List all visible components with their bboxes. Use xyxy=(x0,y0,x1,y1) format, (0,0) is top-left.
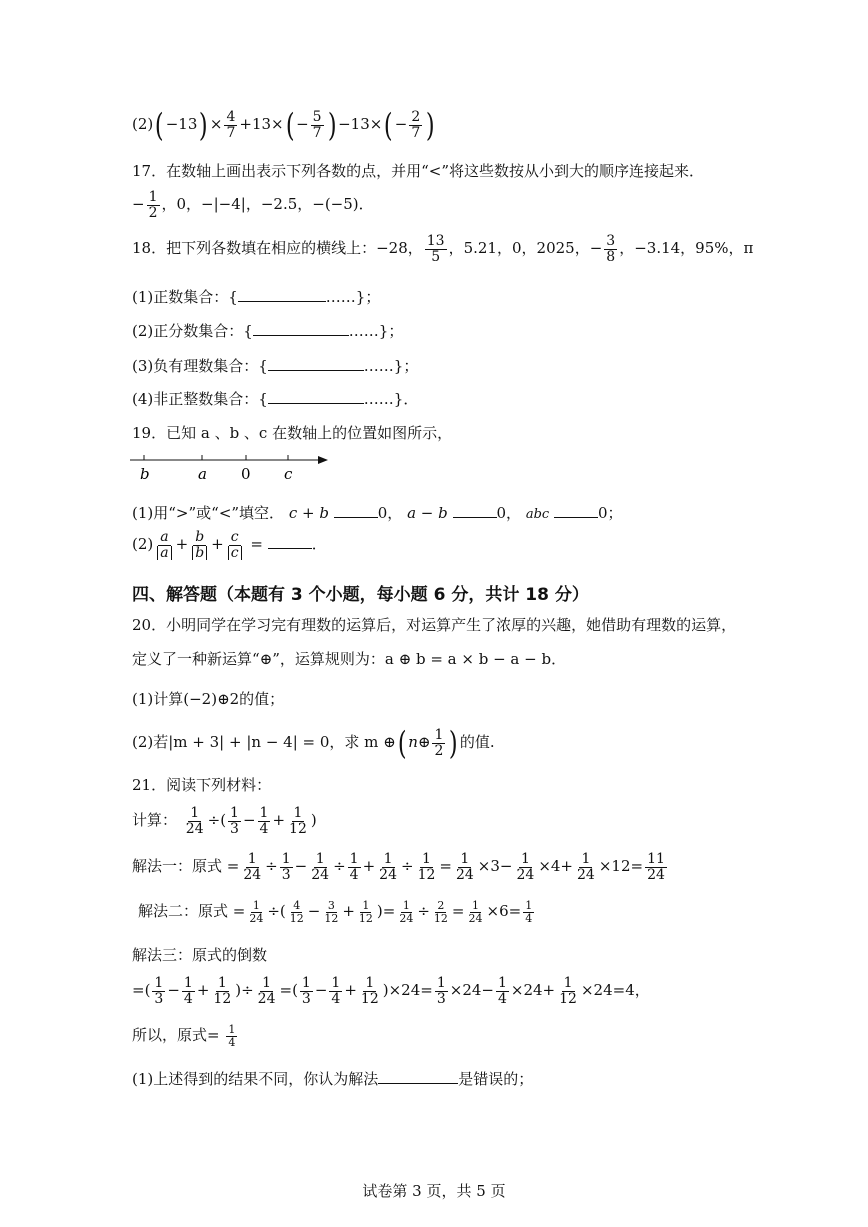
q21-conclusion: 所以，原式= $\frac{1}{4}$ xyxy=(132,1023,236,1049)
page-footer: 试卷第 3 页，共 5 页 xyxy=(362,1182,506,1200)
q18-item-4 xyxy=(132,388,418,409)
q19-part2-label: (2) xyxy=(132,535,154,554)
q16-part2-label: (2) xyxy=(132,115,154,133)
q20-line2: 定义了一种新运算“⊕”，运算规则为：a ⊕ b = a × b − a − b． xyxy=(132,650,567,668)
q20-part1: (1)计算(−2)⊕2的值； xyxy=(132,690,285,708)
q20-part2: (2)若|m + 3| + |n − 4| = 0，求 m ⊕( n⊕ $\frac{1}{2}$ ) 的值. xyxy=(132,724,495,762)
q20-part2-b: 的值. xyxy=(459,733,495,751)
answer-blank[interactable] xyxy=(378,1083,458,1084)
q18-item-4-label: (4)非正整数集合：{ xyxy=(132,390,268,408)
q17-stem: 17．在数轴上画出表示下列各数的点，并用“<”将这些数按从小到大的顺序连接起来． xyxy=(132,162,704,180)
q18-item-1 xyxy=(132,286,380,307)
q21-calc-label: 计算： xyxy=(132,811,178,830)
expr-a-minus-b: a − b xyxy=(407,504,448,522)
answer-blank[interactable] xyxy=(268,403,364,404)
answer-blank[interactable] xyxy=(253,335,349,336)
q18-item-2 xyxy=(132,320,403,341)
q21-sol1-label: 解法一：原式 = xyxy=(132,857,240,876)
q19-stem: 19．已知 a 、b 、c 在数轴上的位置如图所示， xyxy=(132,424,453,442)
expr-abc: abc xyxy=(525,507,550,522)
answer-blank[interactable] xyxy=(554,517,598,518)
q18-item-1-tail: ……}； xyxy=(325,288,381,306)
q17-numbers-tail: ，0，−|−4|，−2.5，−(−5)． xyxy=(161,195,374,214)
q20-part2-a: (2)若|m + 3| + |n − 4| = 0，求 m ⊕ xyxy=(132,733,396,751)
q18-list-c: ，−3.14，95%，π xyxy=(619,239,754,258)
q21-so-label: 所以，原式= xyxy=(132,1026,220,1045)
q18-item-3 xyxy=(132,355,418,376)
q18-stem: 18．把下列各数填在相应的横线上：−28， $\frac{13}{5}$ ，5.21，0，2025，− $\frac{3}{8}$ ，−3.14，95%，π xyxy=(132,233,754,265)
answer-blank[interactable] xyxy=(268,370,364,371)
section-heading: 四、解答题（本题有 3 个小题，每小题 6 分，共计 18 分） xyxy=(132,585,589,605)
q18-stem-text: 18．把下列各数填在相应的横线上： xyxy=(132,239,377,258)
expr-c-plus-b: c + b xyxy=(288,504,329,522)
q18-item-2-label: (2)正分数集合：{ xyxy=(132,322,253,340)
q21-solution3-label: 解法三：原式的倒数 xyxy=(132,946,268,964)
q19-part1-text: (1)用“>”或“<”填空． xyxy=(132,504,285,522)
number-line-figure xyxy=(128,450,338,484)
q18-item-4-tail: ……}． xyxy=(363,390,419,408)
q16-part2: (2)( −13) × $\frac{4}{7}$ +13×( − $\frac{5}{7}$ ) −13×( − $\frac{2}{7}$ ) xyxy=(132,106,435,144)
q21-solution1: 解法一：原式 = $\frac{1}{24}$ ÷ $\frac{1}{3}$ − $\frac{1}{24}$ ÷ $\frac{1}{4}$ + $\frac{1}{24}$ ÷ $\frac{1}{12}$ = $\frac{1}{24}$ ×3− $\frac{1}{24}$ ×4+ $\frac{1}{24}$ ×12= $\frac{11}{24}$ xyxy=(132,851,665,883)
q21-calc: 计算： $\frac{1}{24}$ ÷( $\frac{1}{3}$ − $\frac{1}{4}$ + $\frac{1}{12}$ ) xyxy=(132,805,317,837)
q19-part1-b: 0， xyxy=(377,504,403,522)
q19-part1-d: 0； xyxy=(597,504,623,522)
q19-part2-tail: ． xyxy=(311,535,327,554)
q19-part1 xyxy=(132,502,623,523)
q21-part1-a: (1)上述得到的结果不同，你认为解法 xyxy=(132,1070,379,1088)
q21-solution2: 解法二：原式 = $\frac{1}{24}$ ÷( $\frac{4}{12}$ − $\frac{3}{12}$ + $\frac{1}{12}$ )= $\frac{1}{24}$ ÷ $\frac{2}{12}$ = $\frac{1}{24}$ ×6= $\frac{1}{4}$ xyxy=(138,899,533,925)
answer-blank[interactable] xyxy=(453,517,497,518)
answer-blank[interactable] xyxy=(334,517,378,518)
number-line-arrow xyxy=(318,456,328,464)
label-c: c xyxy=(284,465,293,483)
label-a: a xyxy=(198,465,207,483)
q21-solution3: =( $\frac{1}{3}$ − $\frac{1}{4}$ + $\frac{1}{12}$ )÷ $\frac{1}{24}$ =( $\frac{1}{3}$ − $\frac{1}{4}$ + $\frac{1}{12}$ )×24= $\frac{1}{3}$ ×24− $\frac{1}{4}$ ×24+ $\frac{1}{12}$ ×24=4， xyxy=(132,975,650,1007)
label-b: b xyxy=(140,465,150,483)
answer-blank[interactable] xyxy=(268,548,312,549)
q18-item-3-label: (3)负有理数集合：{ xyxy=(132,357,268,375)
label-0: 0 xyxy=(241,465,251,483)
q21-sol2-label: 解法二：原式 = xyxy=(138,902,246,921)
q19-part1-c: 0， xyxy=(496,504,522,522)
answer-blank[interactable] xyxy=(238,301,326,302)
q20-line1: 20．小明同学在学习完有理数的运算后，对运算产生了浓厚的兴趣，她借助有理数的运算， xyxy=(132,616,737,634)
q18-item-2-tail: ……}； xyxy=(348,322,404,340)
q18-item-3-tail: ……}； xyxy=(363,357,419,375)
q18-item-1-label: (1)正数集合：{ xyxy=(132,288,238,306)
q18-list-b: ，5.21，0，2025， xyxy=(448,239,590,258)
q21-stem: 21．阅读下列材料： xyxy=(132,776,272,794)
q21-part1-b: 是错误的； xyxy=(458,1070,534,1088)
q21-part1 xyxy=(132,1068,533,1089)
q19-part2: (2) $\frac{a}{a}$ + $\frac{b}{b}$ + $\frac{c}{c}$ = ． xyxy=(132,529,327,561)
q17-numbers: − $\frac{1}{2}$ ，0，−|−4|，−2.5，−(−5)． xyxy=(132,189,374,221)
q18-list-a: −28， xyxy=(376,239,423,258)
